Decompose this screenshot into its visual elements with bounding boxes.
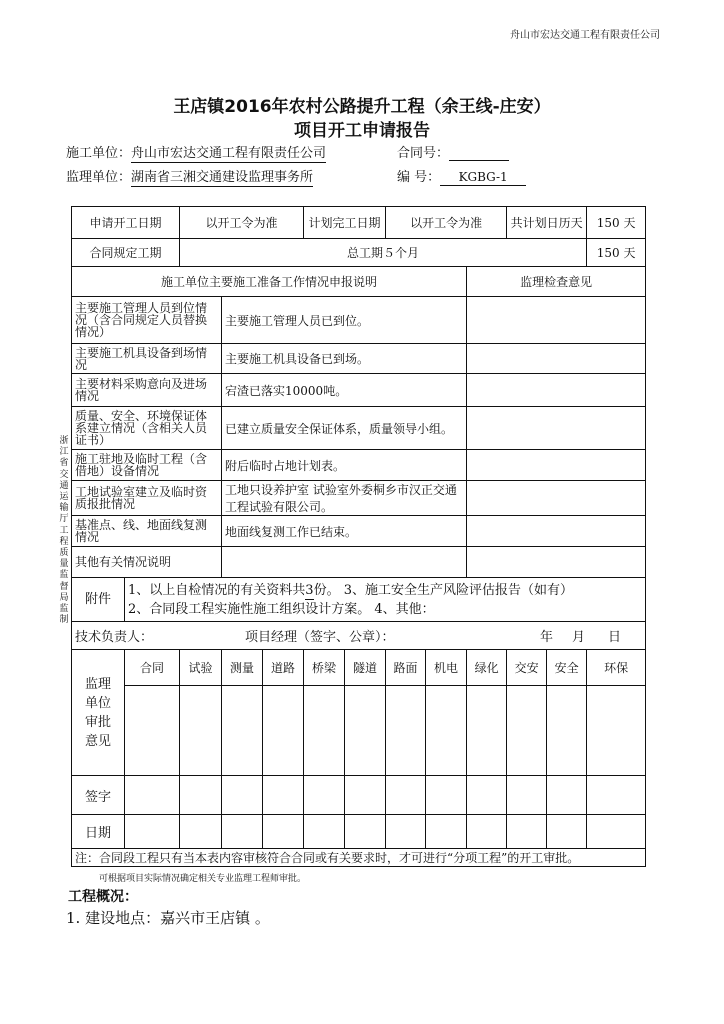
footnote-continued: 可根据项目实际情况确定相关专业监理工程师审批。 [99,874,307,884]
supervisor-label: 监理单位： [66,170,132,185]
dept-header: 安全 [547,650,587,686]
item-label: 基准点、线、地面线复测情况 [72,516,222,547]
table-row [72,267,646,297]
contract-no-value [449,145,509,161]
item-value: 主要施工机具设备已到场。 [222,344,467,374]
item-label: 质量、安全、环境保证体系建立情况（含相关人员证书） [72,407,222,450]
dept-header: 合同 [125,650,180,686]
page-subtitle: 项目开工申请报告 [294,121,430,141]
month-label: 月 [572,630,586,645]
date-cell [222,815,263,849]
date-cell [345,815,386,849]
dept-header: 桥梁 [304,650,345,686]
date-cell [467,815,507,849]
table-row [72,849,646,867]
dept-header: 试验 [180,650,222,686]
sign-cell [426,776,467,815]
approval-cell [180,686,222,776]
section-header-left: 施工单位主要施工准备工作情况申报说明 [72,267,467,297]
start-date-value: 以开工令为准 [180,207,304,239]
table-row [72,297,646,344]
calendar-days-value: 150 天 [587,207,646,239]
supervisor-opinion [467,374,646,407]
tech-lead-label: 技术负责人： [75,630,154,645]
date-cell [426,815,467,849]
application-table [71,206,646,867]
pm-label: 项目经理（签字、公章）： [245,630,395,645]
table-row [72,207,646,239]
date-cell [547,815,587,849]
attachment-line1: 1、以上自检情况的有关资料共 [128,582,306,598]
date-cell [263,815,304,849]
contractor-value: 舟山市宏达交通工程有限责任公司 [131,146,327,161]
date-cell [587,815,646,849]
calendar-days-label: 共计划日历天 [507,207,587,239]
attachment-count: 3 [305,582,314,598]
approval-cell [547,686,587,776]
number-label: 编 号： [397,170,441,185]
attachment-line2: 2、合同段工程实施性施工组织设计方案。 4、其他： [128,601,435,617]
page-title: 王店镇2016年农村公路提升工程（余王线-庄安） [173,97,551,117]
supervisor-approval-label: 监理单位审批意见 [72,650,125,776]
supervisor-opinion [467,516,646,547]
supervisor-opinion [467,344,646,374]
table-row [72,650,646,686]
table-row [72,815,646,849]
contract-no-line [397,142,509,161]
table-row [72,450,646,481]
approval-cell [386,686,426,776]
date-cell [125,815,180,849]
table-row [72,516,646,547]
approval-cell [125,686,180,776]
side-text: 浙江省交通运输厅工程质量监督局监制 [59,436,69,626]
supervisor-opinion [467,481,646,516]
item-label: 主要施工管理人员到位情况（含合同规定人员替换情况） [72,297,222,344]
start-date-label: 申请开工日期 [72,207,180,239]
overview-title: 工程概况： [68,889,138,905]
sign-cell [125,776,180,815]
dept-header: 交安 [507,650,547,686]
contract-days-value: 150 天 [587,239,646,267]
dept-header: 测量 [222,650,263,686]
item-label: 其他有关情况说明 [72,547,222,578]
item-value: 地面线复测工作已结束。 [222,516,467,547]
finish-date-value: 以开工令为准 [386,207,507,239]
item-label: 施工驻地及临时工程（含借地）设备情况 [72,450,222,481]
approval-cell [304,686,345,776]
supervisor-value: 湖南省三湘交通建设监理事务所 [131,170,314,185]
sign-cell [507,776,547,815]
sign-cell [180,776,222,815]
date-cell [304,815,345,849]
dept-header: 路面 [386,650,426,686]
supervisor-line [66,166,313,185]
sign-cell [345,776,386,815]
date-cell [180,815,222,849]
item-label: 主要材料采购意向及进场情况 [72,374,222,407]
item-value: 宕渣已落实10000吨。 [222,374,467,407]
finish-date-label: 计划完工日期 [304,207,386,239]
table-row [72,622,646,650]
sign-cell [304,776,345,815]
number-value: KGBG-1 [440,170,526,186]
sign-label: 签字 [72,776,125,815]
table-row [72,374,646,407]
table-row [72,239,646,267]
approval-cell [263,686,304,776]
date-cell [507,815,547,849]
approval-cell [467,686,507,776]
header-company: 舟山市宏达交通工程有限责任公司 [510,30,660,41]
contract-period-label: 合同规定工期 [72,239,180,267]
supervisor-opinion [467,547,646,578]
sign-cell [263,776,304,815]
contract-no-label: 合同号： [397,146,450,161]
signature-row [72,622,646,650]
table-row [72,407,646,450]
contract-period-value: 总工期５个月 [180,239,587,267]
section-header-right: 监理检查意见 [467,267,646,297]
approval-cell [345,686,386,776]
supervisor-opinion [467,450,646,481]
table-row [72,686,646,776]
attachment-content [125,578,646,622]
sign-cell [386,776,426,815]
attachment-label: 附件 [72,578,125,622]
contractor-line [66,142,326,161]
overview-item: 1. 建设地点：嘉兴市王店镇 。 [66,909,270,927]
sign-cell [467,776,507,815]
approval-cell [222,686,263,776]
dept-header: 绿化 [467,650,507,686]
item-value: 已建立质量安全保证体系，质量领导小组。 [222,407,467,450]
attachment-line1-tail: 份。 3、施工安全生产风险评估报告（如有） [313,582,573,598]
dept-header: 环保 [587,650,646,686]
dept-header: 道路 [263,650,304,686]
sign-cell [547,776,587,815]
table-row [72,344,646,374]
table-row [72,481,646,516]
item-label: 主要施工机具设备到场情况 [72,344,222,374]
sign-cell [587,776,646,815]
approval-cell [426,686,467,776]
year-label: 年 [540,630,554,645]
contractor-label: 施工单位： [66,146,132,161]
supervisor-opinion [467,407,646,450]
approval-cell [587,686,646,776]
number-line [397,166,526,186]
item-value: 主要施工管理人员已到位。 [222,297,467,344]
item-value: 附后临时占地计划表。 [222,450,467,481]
date-cell [386,815,426,849]
table-row [72,547,646,578]
supervisor-opinion [467,297,646,344]
table-row [72,578,646,622]
sign-cell [222,776,263,815]
dept-header: 机电 [426,650,467,686]
item-value: 工地只设养护室 试验室外委桐乡市汉正交通工程试验有限公司。 [222,481,467,516]
footnote: 注：合同段工程只有当本表内容审核符合合同或有关要求时，才可进行“分项工程”的开工审批。 [72,849,646,867]
item-label: 工地试验室建立及临时资质报批情况 [72,481,222,516]
day-label: 日 [608,630,622,645]
dept-header: 隧道 [345,650,386,686]
table-row [72,776,646,815]
item-value [222,547,467,578]
date-label: 日期 [72,815,125,849]
approval-cell [507,686,547,776]
